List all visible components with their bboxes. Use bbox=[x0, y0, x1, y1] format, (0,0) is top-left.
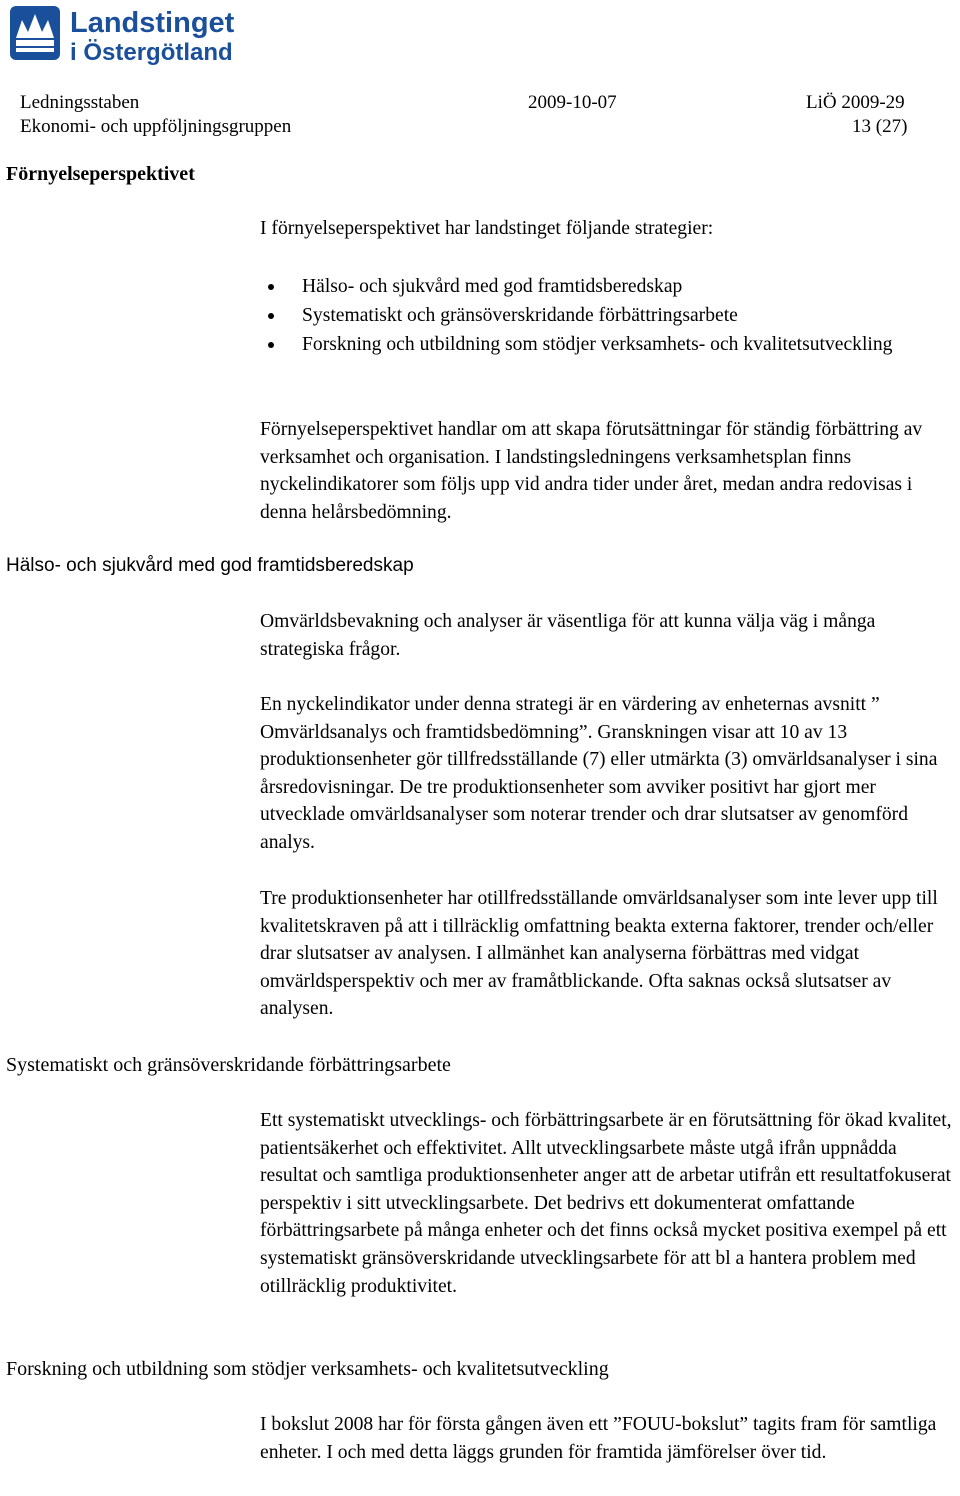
header-department: Ledningsstaben bbox=[20, 92, 140, 113]
bullet-icon bbox=[268, 284, 274, 290]
overview-paragraph: Förnyelseperspektivet handlar om att skapa förutsättningar för ständig förbättring av verksamhet och organisation. I landstingsledningens verksamhetsplan finns nyckelindikatorer som följs upp vid andra tider under året, medan andra redovisas i denna helårsbedömning. bbox=[260, 419, 923, 523]
header-date: 2009-10-07 bbox=[528, 92, 617, 113]
subsection-title-improvement: Systematiskt och gränsöverskridande förbättringsarbete bbox=[6, 1054, 451, 1076]
logo-line1: Landstinget bbox=[70, 7, 235, 39]
header-group: Ekonomi- och uppföljningsgruppen bbox=[20, 116, 292, 137]
bullet-icon bbox=[268, 313, 274, 319]
logo-line2: i Östergötland bbox=[70, 39, 233, 66]
strategy-item: Forskning och utbildning som stödjer verksamhets- och kvalitetsutveckling bbox=[260, 330, 900, 359]
organization-logo bbox=[8, 2, 278, 66]
health-paragraph-3: Tre produktionsenheter har otillfredsställande omvärldsanalyser som inte lever upp till kvalitetskraven på att i tillräcklig omfattning beakta externa faktorer, trender och/eller drar slutsatser av analysen. I allmänhet kan analyserna förbättras med vidgat omvärldsperspektiv och mer av framåtblickande. Ofta saknas också slutsatser av analysen. bbox=[260, 888, 938, 1020]
health-paragraph-2: En nyckelindikator under denna strategi är en värdering av enheternas avsnitt ” Omvärldsanalys och framtidsbedömning”. Granskningen visar att 10 av 13 produktionsenheter gör tillfredsställande (7) eller utmärkta (3) omvärldsanalyser i sina årsredovisningar. De tre produktionsenheter som avviker positivt har gjort mer utvecklade omvärldsanalyser som noterar trender och drar slutsatser av genomförd analys. bbox=[260, 694, 938, 853]
crown-emblem bbox=[8, 2, 278, 66]
strategy-item: Hälso- och sjukvård med god framtidsberedskap bbox=[260, 272, 900, 301]
strategy-list bbox=[260, 272, 900, 359]
subsection-title-research: Forskning och utbildning som stödjer verksamhets- och kvalitetsutveckling bbox=[6, 1358, 609, 1380]
bullet-icon bbox=[268, 342, 274, 348]
improvement-paragraph: Ett systematiskt utvecklings- och förbättringsarbete är en förutsättning för ökad kvalitet, patientsäkerhet och effektivitet. Allt utvecklingsarbete måste utgå ifrån uppnådda resultat och samtliga produktionsenheter anger att de arbetar utifrån ett resultatfokuserat perspektiv i sitt utvecklingsarbete. Det bedrivs ett dokumenterat omfattande förbättringsarbete på många enheter och det finns också mycket positiva exempel på ett systematiskt gränsöverskridande utvecklingsarbete för att bl a hantera problem med otillräcklig produktivitet. bbox=[260, 1110, 952, 1297]
section-title: Förnyelseperspektivet bbox=[6, 163, 195, 185]
subsection-title-health: Hälso- och sjukvård med god framtidsberedskap bbox=[6, 555, 414, 576]
intro-text: I förnyelseperspektivet har landstinget följande strategier: bbox=[260, 218, 714, 239]
header-reference: LiÖ 2009-29 bbox=[806, 92, 905, 113]
health-paragraph-1: Omvärldsbevakning och analyser är väsentliga för att kunna välja väg i många strategiska frågor. bbox=[260, 611, 876, 660]
research-paragraph: I bokslut 2008 har för första gången även ett ”FOUU-bokslut” tagits fram för samtliga enheter. I och med detta läggs grunden för framtida jämförelser över tid. bbox=[260, 1414, 937, 1463]
strategy-item: Systematiskt och gränsöverskridande förbättringsarbete bbox=[260, 301, 900, 330]
header-page-number: 13 (27) bbox=[852, 116, 908, 137]
